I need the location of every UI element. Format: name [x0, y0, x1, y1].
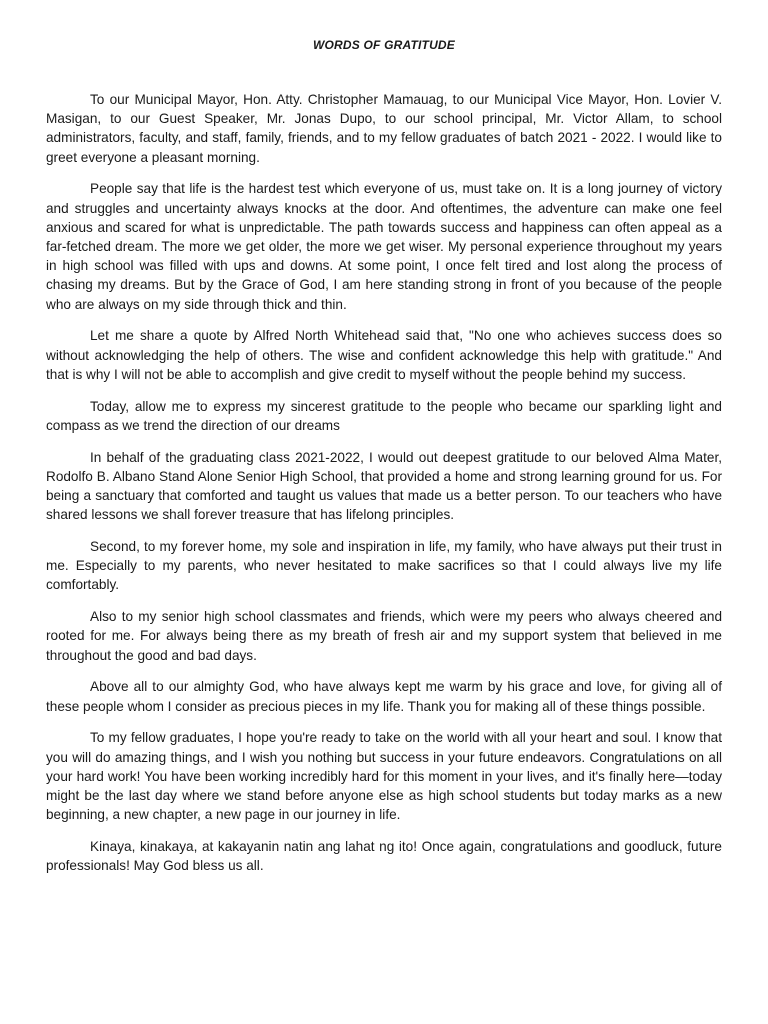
paragraph-fellow-graduates: To my fellow graduates, I hope you're ready to take on the world with all your heart and soul. I know that you will do amazing things, and I wish you nothing but success in your future endeavors. Congratulations on all your hard work! You have been working incredibly hard for this moment in your lives, and it's finally here—today might be the last day where we stand before anyone else as high school students but today marks as a new beginning, a new chapter, a new page in our journey in life.: [46, 730, 722, 823]
document-title: WORDS OF GRATITUDE: [312, 38, 456, 52]
paragraph-closing: Kinaya, kinakaya, at kakayanin natin ang lahat ng ito! Once again, congratulations and goodluck, future professionals! May God bless us all.: [46, 839, 722, 874]
paragraph-classmates: Also to my senior high school classmates and friends, which were my peers who always cheered and rooted for me. For always being there as my breath of fresh air and my support system that believed in me throughout the good and bad days.: [46, 609, 722, 663]
paragraph-alma-mater: In behalf of the graduating class 2021-2022, I would out deepest gratitude to our beloved Alma Mater, Rodolfo B. Albano Stand Alone Senior High School, that provided a home and strong learning ground for us. For being a sanctuary that comforted and taught us values that made us a better person. To our teachers who have shared lessons we shall forever treasure that has lifelong principles.: [46, 449, 722, 523]
paragraph-gratitude-intro: Today, allow me to express my sincerest gratitude to the people who became our sparkling light and compass as we trend the direction of our dreams: [46, 398, 722, 433]
paragraph-life-journey: People say that life is the hardest test which everyone of us, must take on. It is a long journey of victory and struggles and uncertainty always knocks at the door. And oftentimes, the adventure can make one feel anxious and scared for what is unpredictable. The path towards success and happiness can often appeal as a far-fetched dream. The more we get older, the more we get wiser. My personal experience throughout my years in high school was filled with ups and downs. At some point, I once felt tired and lost along the process of chasing my dreams. But by the Grace of God, I am here standing strong in front of you because of the people who are always on my side through thick and thin.: [46, 181, 722, 312]
paragraph-greeting: To our Municipal Mayor, Hon. Atty. Christopher Mamauag, to our Municipal Vice Mayor, Hon. Lovier V. Masigan, to our Guest Speaker, Mr. Jonas Dupo, to our school principal, Mr. Victor Allam, to school administrators, faculty, and staff, family, friends, and to my fellow graduates of batch 2021 - 2022. I would like to greet everyone a pleasant morning.: [46, 92, 722, 165]
paragraph-quote: Let me share a quote by Alfred North Whitehead said that, "No one who achieves success does so without acknowledging the help of others. The wise and confident acknowledge this help with gratitude." And that is why I will not be able to accomplish and give credit to myself without the people behind my success.: [46, 328, 722, 382]
paragraph-god: Above all to our almighty God, who have always kept me warm by his grace and love, for giving all of these people whom I consider as precious pieces in my life. Thank you for making all of these things possible.: [46, 679, 722, 714]
paragraph-family: Second, to my forever home, my sole and inspiration in life, my family, who have always put their trust in me. Especially to my parents, who never hesitated to make sacrifices so that I could always live my life comfortably.: [46, 539, 722, 593]
